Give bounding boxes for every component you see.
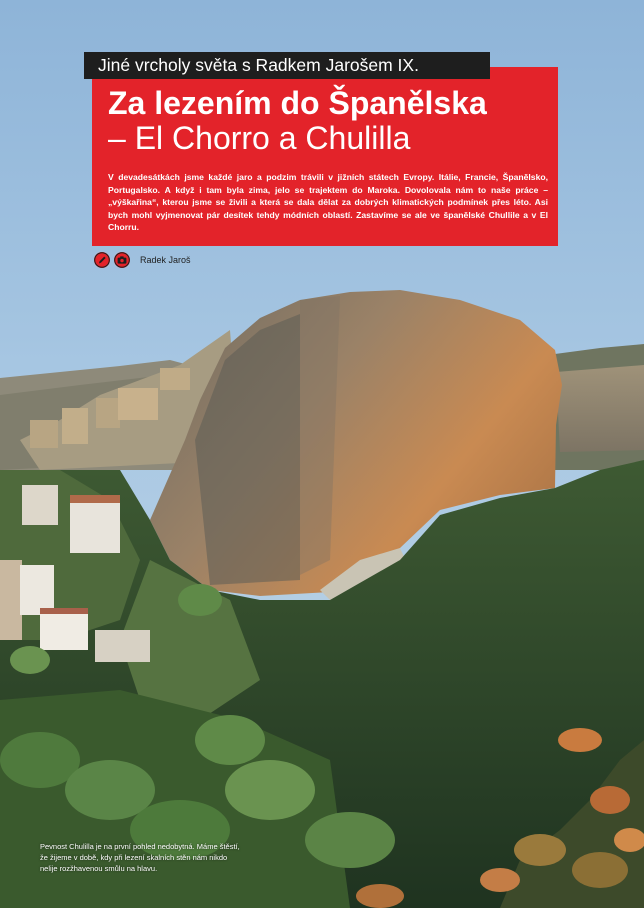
series-label: Jiné vrcholy světa s Radkem Jarošem IX. [84, 52, 490, 79]
author-name: Radek Jaroš [140, 255, 191, 265]
byline [94, 251, 191, 269]
pen-icon [94, 252, 110, 268]
article-subtitle: – El Chorro a Chulilla [108, 120, 411, 156]
camera-icon [114, 252, 130, 268]
article-lead: V devadesátkách jsme každé jaro a podzim trávili v jižních státech Evropy. Itálie, Francie, Španělsko, Portugalsko. A když i tam byla zima, jelo se trajektem do Maroka. Dovolovala nám to naše práce – „výškařina“, kterou jsme se živili a která se dala dělat za dobrých klimatických podmínek přes léto. Asi bych mohl vyjmenovat pár desítek tehdy módních oblastí. Zastavíme se ale ve španělské Chullile a v El Chorru. [108, 172, 548, 232]
article-title: Za lezením do Španělska [108, 85, 487, 121]
photo-caption: Pevnost Chulilla je na první pohled nedobytná. Máme štěstí, že žijeme v době, kdy při lezení skalních stěn nám nikdo nelije rozžhavenou smůlu na hlavu. [40, 842, 240, 873]
